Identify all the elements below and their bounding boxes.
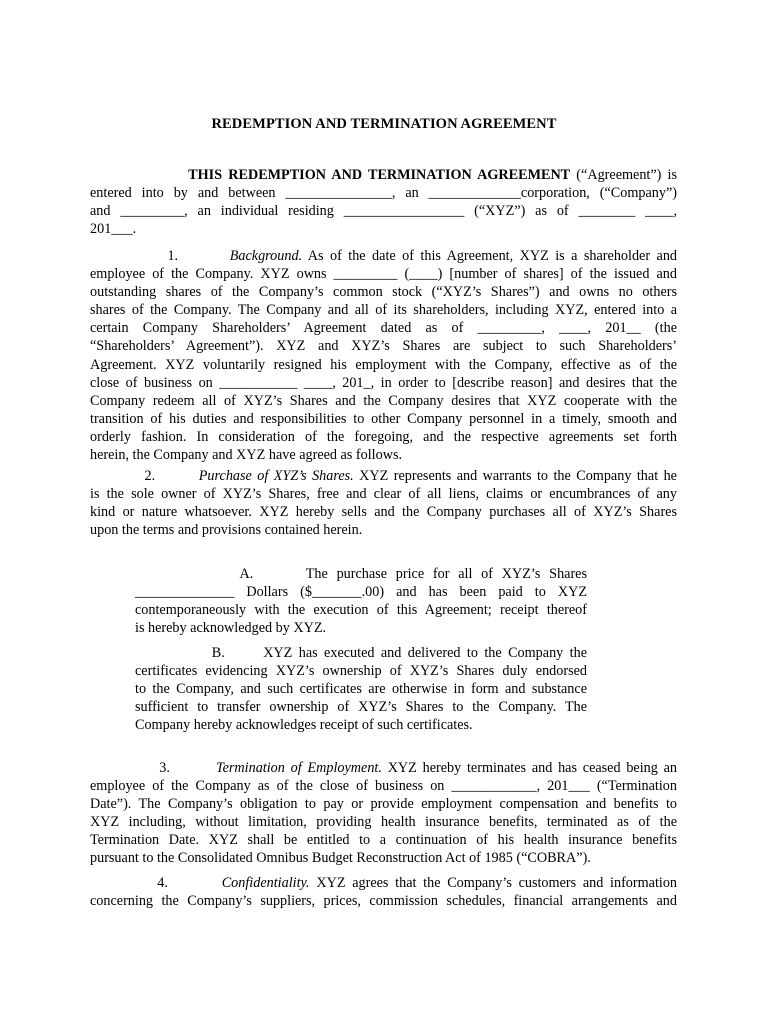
subsection-b-line: certificates evidencing XYZ’s ownership of XYZ’s Shares duly endorsed bbox=[135, 663, 587, 680]
subsection-a-line: contemporaneously with the execution of this Agreement; receipt thereof bbox=[135, 602, 587, 619]
section-4-confidentiality bbox=[90, 874, 677, 910]
section-3-line: Termination Date. XYZ shall be entitled to a continuation of his health insurance benefits bbox=[90, 832, 677, 849]
section-2-line: upon the terms and provisions contained herein. bbox=[90, 522, 363, 539]
section-3-line: pursuant to the Consolidated Omnibus Budget Reconstruction Act of 1985 (“COBRA”). bbox=[90, 850, 591, 867]
intro-line-3: and _________, an individual residing _________________ (“XYZ”) as of ________ ____, bbox=[90, 203, 677, 220]
section-1-background bbox=[90, 247, 677, 464]
intro-line-1: THIS REDEMPTION AND TERMINATION AGREEMENT (“Agreement”) is bbox=[90, 167, 677, 183]
section-1-first-line: 1. Background. As of the date of this Agreement, XYZ is a shareholder and bbox=[167, 248, 678, 264]
intro-line-2: entered into by and between _______________, an _____________corporation, (“Company”) bbox=[90, 185, 677, 202]
section-1-line: “Shareholders’ Agreement”). XYZ and XYZ’s Shares are subject to such Shareholders’ bbox=[90, 338, 677, 355]
subsection-a-letter: A. bbox=[239, 566, 254, 582]
subsection-a-line: is hereby acknowledged by XYZ. bbox=[135, 620, 327, 637]
section-4-number: 4. bbox=[157, 875, 168, 891]
section-2-heading: Purchase of XYZ’s Shares. bbox=[198, 468, 354, 484]
intro-line-4: 201___. bbox=[90, 221, 137, 238]
section-3-termination bbox=[90, 759, 677, 868]
section-3-line: XYZ including, without limitation, providing health insurance benefits, terminated as of the bbox=[90, 814, 677, 831]
section-3-number: 3. bbox=[159, 760, 170, 776]
section-1-number: 1. bbox=[167, 248, 179, 264]
section-1-line: shares of the Company. The Company and all of its shareholders, including XYZ, entered into a bbox=[90, 302, 677, 319]
section-3-first-line: 3. Termination of Employment. XYZ hereby terminates and has ceased being an bbox=[159, 760, 678, 776]
section-3-line: employee of the Company as of the close of business on ____________, 201___ (“Termination bbox=[90, 778, 677, 795]
section-1-line: employee of the Company. XYZ owns _________ (____) [number of shares] of the issued and bbox=[90, 266, 677, 283]
section-3-line: Date”). The Company’s obligation to pay or provide employment compensation and benefits to bbox=[90, 796, 677, 813]
section-3-heading: Termination of Employment. bbox=[216, 760, 382, 776]
section-1-line: Agreement. XYZ voluntarily resigned his employment with the Company, effective as of the bbox=[90, 356, 677, 373]
subsection-b-line: sufficient to transfer ownership of XYZ’s Shares to the Company. The bbox=[135, 699, 587, 716]
section-2-number: 2. bbox=[144, 468, 156, 484]
subsection-a bbox=[135, 565, 587, 637]
subsection-b-letter: B. bbox=[211, 645, 225, 661]
subsection-b-first-line: B. XYZ has executed and delivered to the Company the bbox=[211, 645, 587, 661]
section-2-line: kind or nature whatsoever. XYZ hereby sells and the Company purchases all of XYZ’s Shares bbox=[90, 504, 677, 521]
section-2-line: is the sole owner of XYZ’s Shares, free and clear of all liens, claims or encumbrances of any bbox=[90, 486, 677, 503]
section-1-line: orderly fashion. In consideration of the foregoing, and the respective agreements set forth bbox=[90, 428, 677, 445]
section-1-heading: Background. bbox=[229, 248, 303, 264]
section-1-line: outstanding shares of the Company’s common stock (“XYZ’s Shares”) and owns no others bbox=[90, 284, 677, 301]
section-1-line: herein, the Company and XYZ have agreed as follows. bbox=[90, 447, 403, 464]
section-2-first-line: 2. Purchase of XYZ’s Shares. XYZ represents and warrants to the Company that he bbox=[144, 468, 677, 484]
section-4-first-line: 4. Confidentiality. XYZ agrees that the Company’s customers and information bbox=[157, 875, 678, 891]
section-4-heading: Confidentiality. bbox=[221, 875, 310, 891]
section-4-line: concerning the Company’s suppliers, prices, commission schedules, financial arrangements and bbox=[90, 893, 677, 910]
section-2-purchase bbox=[90, 467, 677, 539]
subsection-b-line: Company hereby acknowledges receipt of such certificates. bbox=[135, 717, 473, 734]
subsection-a-first-line: A. The purchase price for all of XYZ’s Shares bbox=[239, 566, 587, 582]
document-title: REDEMPTION AND TERMINATION AGREEMENT bbox=[211, 116, 557, 132]
intro-paragraph bbox=[90, 166, 677, 238]
section-1-line: close of business on ___________ ____, 201_, in order to [describe reason] and desires that the bbox=[90, 374, 677, 391]
section-1-line: transition of his duties and responsibilities to other Company personnel in a timely, smooth and bbox=[90, 410, 677, 427]
subsection-b bbox=[135, 644, 587, 734]
subsection-a-line: ______________ Dollars ($_______.00) and has been paid to XYZ bbox=[135, 584, 587, 601]
section-1-line: Company redeem all of XYZ’s Shares and the Company desires that XYZ cooperate with the bbox=[90, 392, 677, 409]
section-1-line: certain Company Shareholders’ Agreement dated as of _________, ____, 201__ (the bbox=[90, 320, 677, 337]
subsection-b-line: to the Company, and such certificates are otherwise in form and substance bbox=[135, 681, 587, 698]
